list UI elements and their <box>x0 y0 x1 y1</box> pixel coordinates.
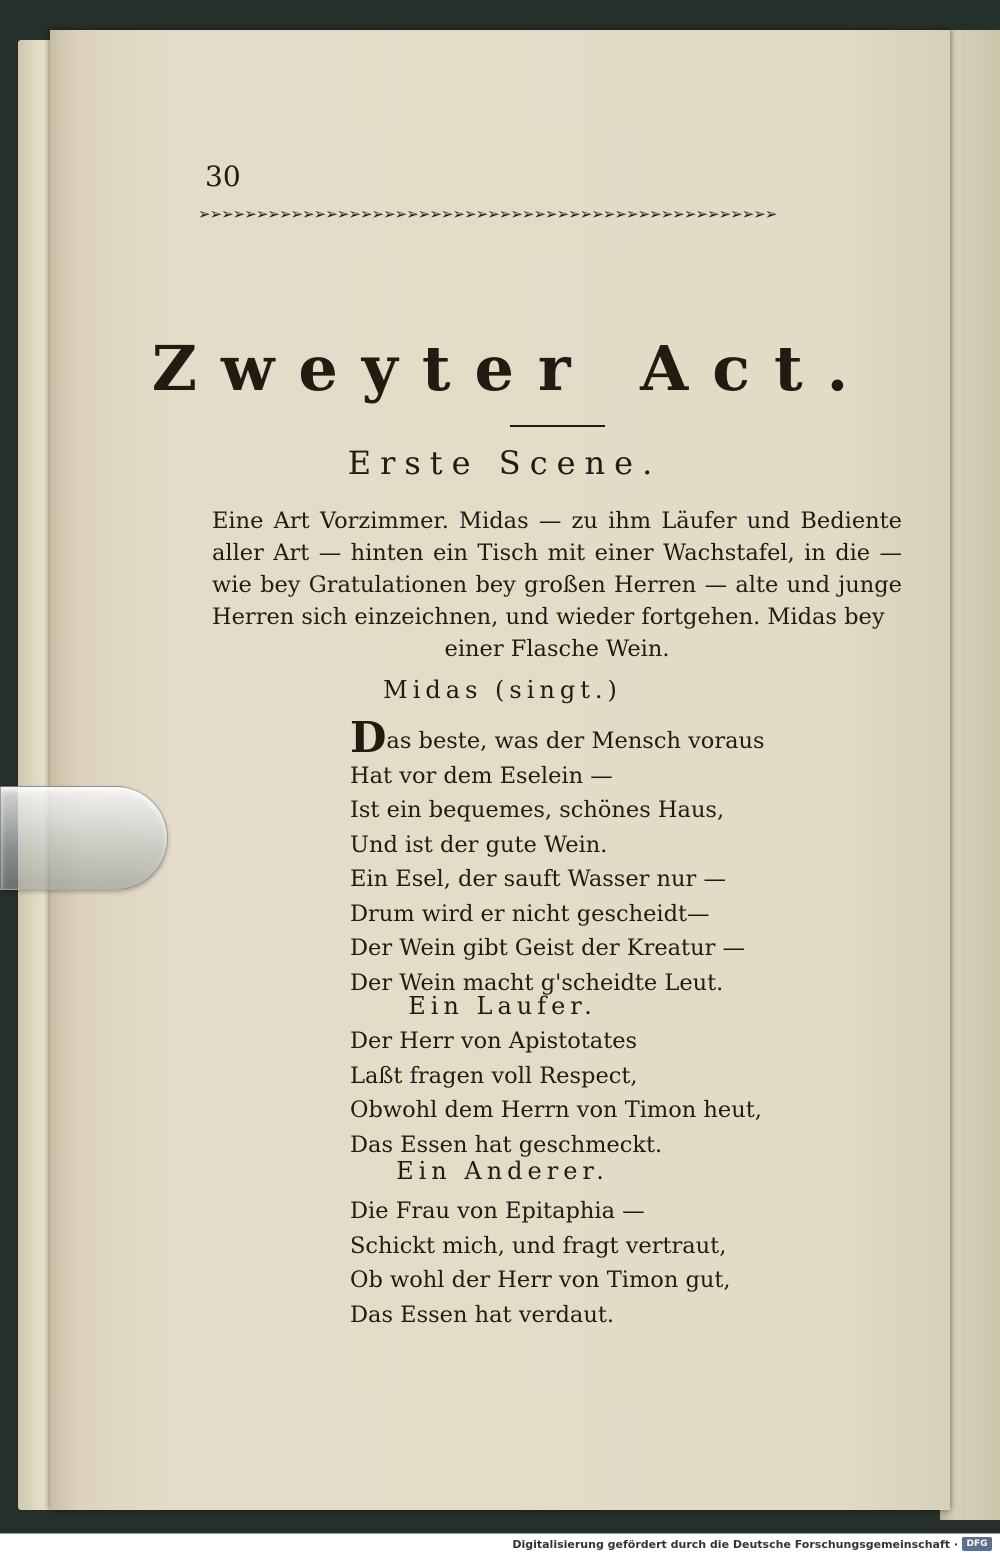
verse-midas <box>350 713 800 1000</box>
page-clip <box>0 786 168 890</box>
stage-direction <box>212 505 902 665</box>
verse-line: Ob wohl der Herr von Timon gut, <box>350 1267 731 1293</box>
act-title: Zweyter Act. <box>151 332 873 405</box>
stage-direction-end: einer Flasche Wein. <box>444 636 670 662</box>
verse-line: Das beste, was der Mensch voraus <box>350 713 765 762</box>
footer-bar <box>0 1533 1000 1556</box>
verse-line: Die Frau von Epitaphia — <box>350 1198 645 1224</box>
drop-cap: D <box>350 713 387 762</box>
verse-line: Hat vor dem Eselein — <box>350 762 613 789</box>
speaker-laufer: Ein Laufer. <box>408 992 597 1020</box>
verse-line: Das Essen hat geschmeckt. <box>350 1131 663 1158</box>
page-number: 30 <box>205 160 241 193</box>
verse-line: Und ist der gute Wein. <box>350 831 608 858</box>
verse-line: Drum wird er nicht gescheidt— <box>350 900 710 927</box>
funding-notice: Digitalisierung gefördert durch die Deutsche Forschungsgemeinschaft · <box>512 1538 958 1551</box>
verse-line: Der Wein macht g'scheidte Leut. <box>350 969 724 996</box>
speaker-midas: Midas (singt.) <box>383 676 622 704</box>
show-through-text <box>770 260 990 1410</box>
verse-line: Der Herr von Apistotates <box>350 1028 638 1054</box>
ornament-rule: ➢➢➢➢➢➢➢➢➢➢➢➢➢➢➢➢➢➢➢➢➢➢➢➢➢➢➢➢➢➢➢➢➢➢➢➢➢➢➢➢➢➢➢➢➢➢➢➢➢➢ <box>198 205 777 223</box>
verse-line: Laßt fragen voll Respect, <box>350 1062 638 1089</box>
stage-direction-text: Eine Art Vorzimmer. Midas — zu ihm Läufer und Bediente aller Art — hinten ein Tisch mit einer Wachstafel, in die — wie bey Gratulationen bey großen Herren — alte und junge Herren sich einzeichnen, und wieder fortgehen. Midas bey <box>212 508 902 630</box>
title-divider <box>510 425 605 427</box>
verse-line: Schickt mich, und fragt vertraut, <box>350 1232 727 1259</box>
dfg-logo: DFG <box>962 1537 992 1551</box>
scene-title: Erste Scene. <box>347 444 662 482</box>
verse-line: Ein Esel, der sauft Wasser nur — <box>350 866 726 892</box>
verse-line: Obwohl dem Herrn von Timon heut, <box>350 1097 762 1123</box>
speaker-anderer: Ein Anderer. <box>396 1157 609 1185</box>
verse-line: Der Wein gibt Geist der Kreatur — <box>350 935 745 961</box>
verse-line: Das Essen hat verdaut. <box>350 1301 615 1328</box>
verse-line: Ist ein bequemes, schönes Haus, <box>350 797 725 823</box>
verse-anderer <box>350 1194 800 1332</box>
verse-laufer <box>350 1024 800 1162</box>
